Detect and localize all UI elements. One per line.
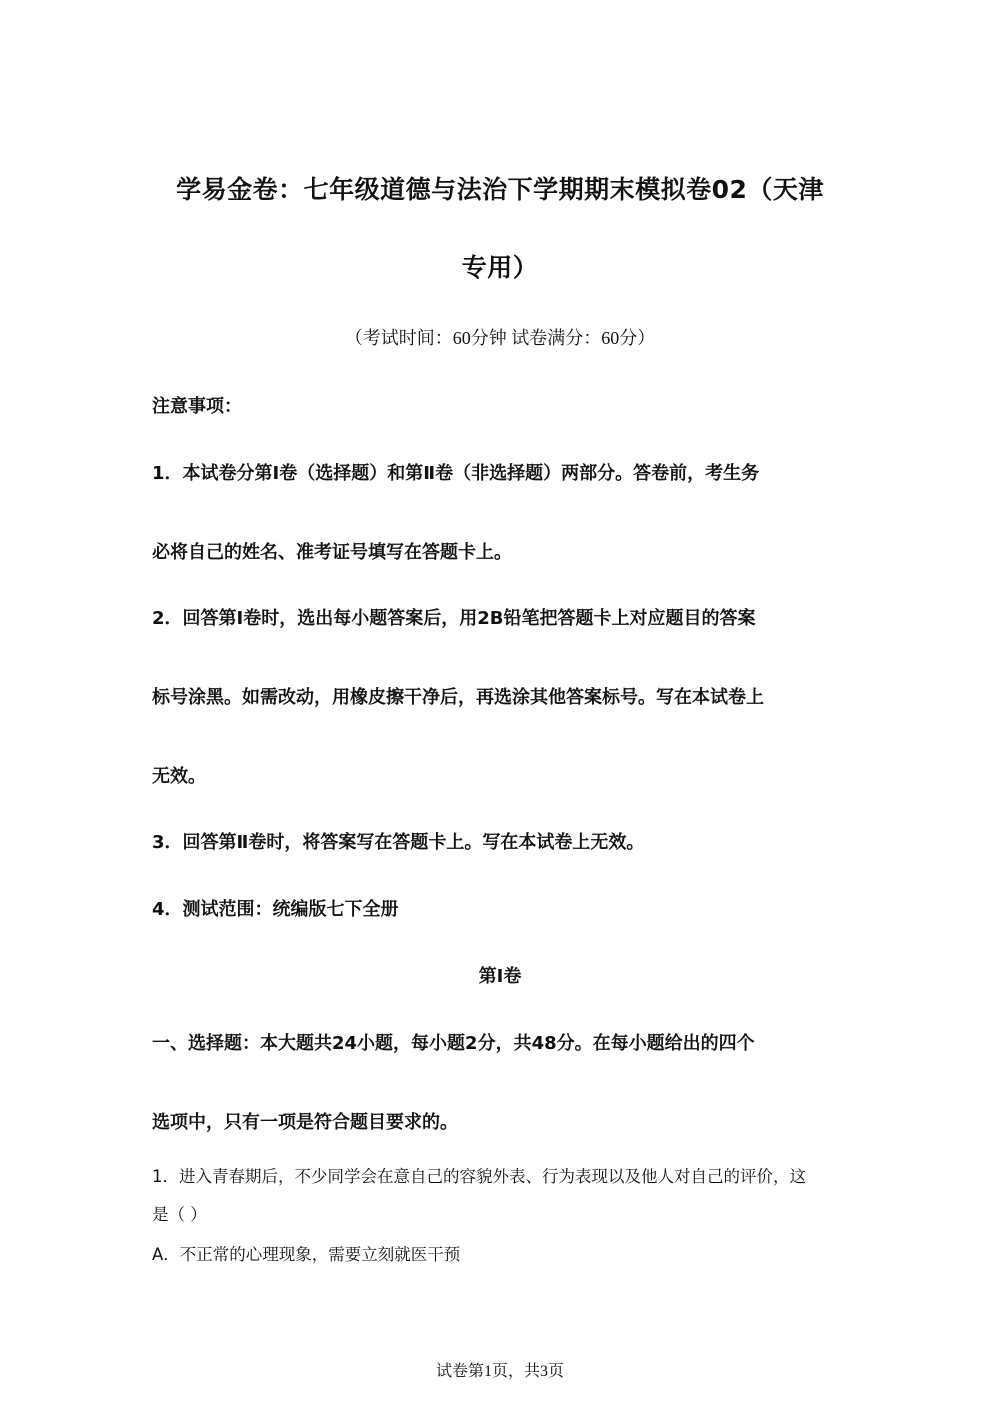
document-title-line-1: 学易金卷：七年级道德与法治下学期期末模拟卷02（天津 <box>176 175 824 204</box>
section-instructions-line-1: 一、选择题：本大题共24小题，每小题2分，共48分。在每小题给出的四个 <box>152 1033 755 1054</box>
notice-item-4: 4．测试范围：统编版七下全册 <box>152 899 399 920</box>
section-instructions-line-2: 选项中，只有一项是符合题目要求的。 <box>152 1112 458 1133</box>
notice-item-2-line-3: 无效。 <box>152 766 206 787</box>
page-footer: 试卷第1页，共3页 <box>435 1363 564 1380</box>
question-1-option-a: A．不正常的心理现象，需要立刻就医干预 <box>152 1245 461 1264</box>
volume-title: 第Ⅰ卷 <box>478 966 522 987</box>
question-1-stem-line-2: 是（ ） <box>152 1205 207 1224</box>
exam-info: （考试时间：60分钟 试卷满分：60分） <box>344 328 656 348</box>
question-1-stem-line-1: 1．进入青春期后，不少同学会在意自己的容貌外表、行为表现以及他人对自己的评价，这 <box>152 1167 806 1186</box>
document-title-line-2: 专用） <box>461 253 539 282</box>
notice-item-1-line-2: 必将自己的姓名、准考证号填写在答题卡上。 <box>152 542 512 563</box>
notice-item-2-line-1: 2．回答第Ⅰ卷时，选出每小题答案后，用2B铅笔把答题卡上对应题目的答案 <box>152 608 756 629</box>
notice-item-1-line-1: 1．本试卷分第Ⅰ卷（选择题）和第Ⅱ卷（非选择题）两部分。答卷前，考生务 <box>152 463 760 484</box>
notice-item-3: 3．回答第Ⅱ卷时，将答案写在答题卡上。写在本试卷上无效。 <box>152 832 645 853</box>
notice-heading: 注意事项： <box>152 396 242 417</box>
notice-item-2-line-2: 标号涂黑。如需改动，用橡皮擦干净后，再选涂其他答案标号。写在本试卷上 <box>152 687 764 708</box>
